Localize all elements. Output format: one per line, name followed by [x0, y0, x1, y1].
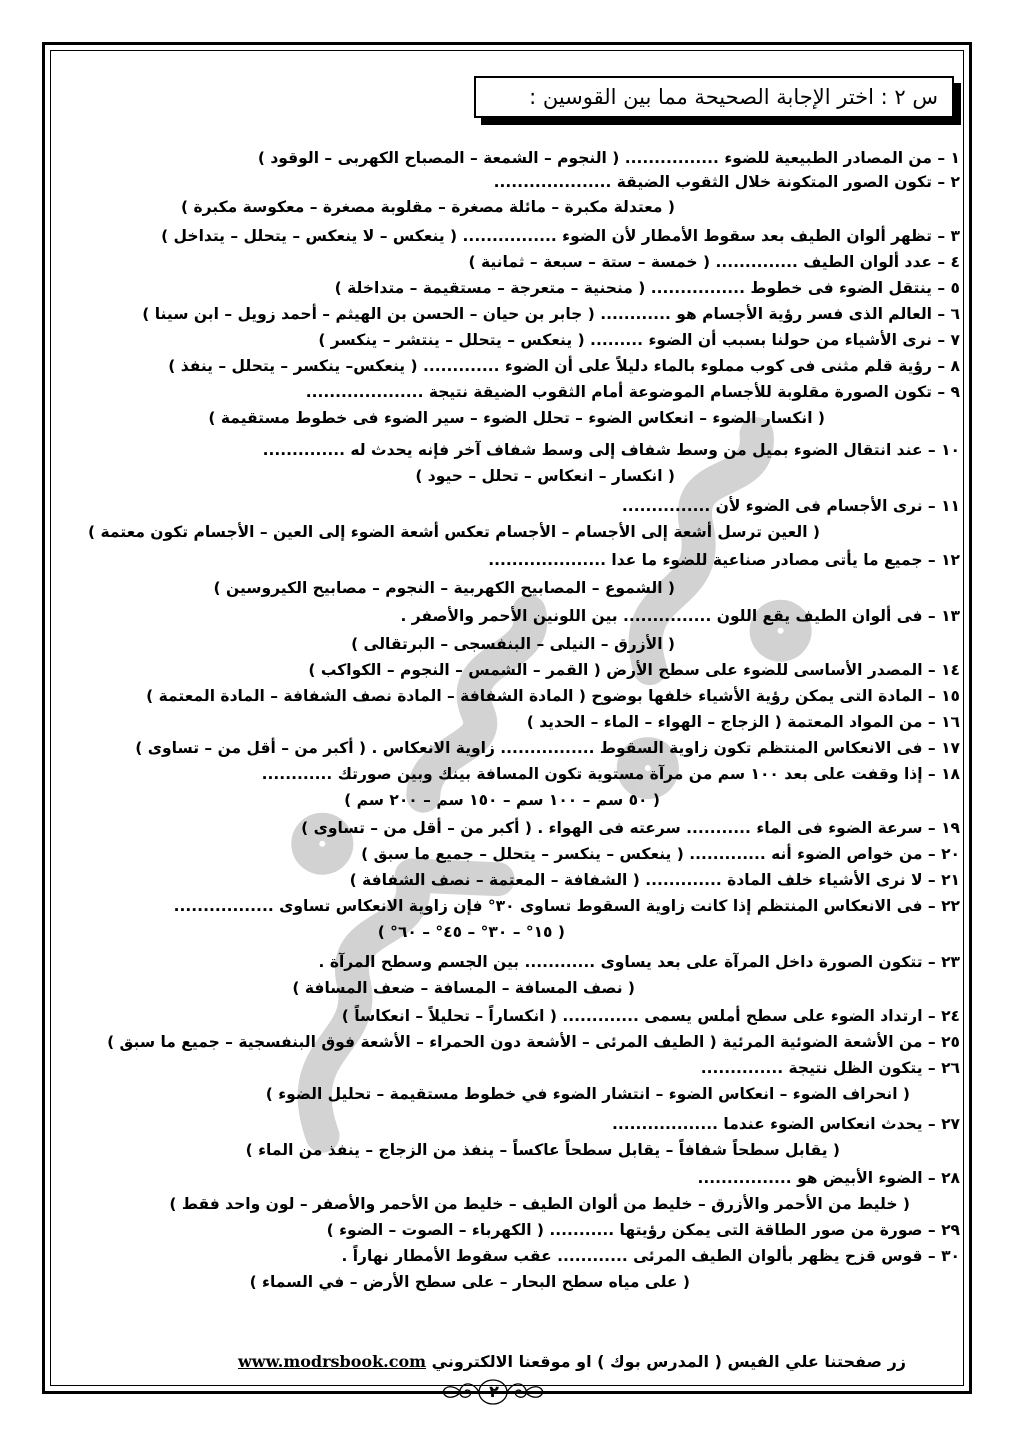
question-line: ٢٤ – ارتداد الضوء على سطح أملس يسمى ............. ( انكساراً – تحليلاً – انعكاساً )	[341, 1007, 960, 1025]
choices-line: ( نصف المسافة – المسافة – ضعف المسافة )	[292, 979, 635, 997]
question-line: ٣ – تظهر ألوان الطيف بعد سقوط الأمطار لأن الضوء ................ ( ينعكس – لا ينعكس – يتحلل – يتداخل )	[161, 227, 960, 245]
question-title: س ٢ : اختر الإجابة الصحيحة مما بين القوسين :	[529, 85, 938, 109]
question-line: ٤ – عدد ألوان الطيف .............. ( خمسة – ستة – سبعة – ثمانية )	[468, 253, 960, 271]
watermark-text: مصطفى الشافعي	[120, 300, 128, 301]
question-line: ١٦ – من المواد المعتمة ( الزجاج – الهواء – الماء – الحديد )	[526, 713, 960, 731]
choices-line: ( يقابل سطحاً شفافاً – يقابل سطحاً عاكساً – ينفذ من الزجاج – ينفذ من الماء )	[245, 1141, 840, 1159]
question-line: ٧ – نرى الأشياء من حولنا بسبب أن الضوء ......... ( ينعكس – يتحلل – ينتشر – ينكسر )	[318, 331, 960, 349]
question-line: ٢٨ – الضوء الأبيض هو ................	[697, 1169, 960, 1187]
question-line: ١٥ – المادة التى يمكن رؤية الأشياء خلفها بوضوح ( المادة الشفافة – المادة نصف الشفافة – المادة المعتمة )	[146, 687, 960, 705]
choices-line: ( على مياه سطح البحار – على سطح الأرض – في السماء )	[249, 1273, 690, 1291]
choices-line: ( انحراف الضوء – انعكاس الضوء – انتشار الضوء في خطوط مستقيمة – تحليل الضوء )	[265, 1085, 910, 1103]
choices-line: ( الأزرق – النيلى – البنفسجى – البرتقالى )	[351, 635, 675, 653]
question-line: ٣٠ – قوس قزح يظهر بألوان الطيف المرئى ............ عقب سقوط الأمطار نهاراً .	[341, 1247, 960, 1265]
choices-line: ( انكسار الضوء – انعكاس الضوء – تحلل الضوء – سير الضوء فى خطوط مستقيمة )	[208, 409, 825, 427]
question-line: ١٤ – المصدر الأساسى للضوء على سطح الأرض ( القمر – الشمس – النجوم – الكواكب )	[308, 661, 960, 679]
question-line: ٢٠ – من خواص الضوء أنه ............. ( ينعكس – ينكسر – يتحلل – جميع ما سبق )	[361, 845, 960, 863]
question-header	[474, 76, 954, 118]
choices-line: ( العين ترسل أشعة إلى الأجسام – الأجسام تعكس أشعة الضوء إلى العين – الأجسام تكون معتمة )	[87, 523, 820, 541]
question-line: ٢٧ – يحدث انعكاس الضوء عندما ..................	[612, 1115, 960, 1133]
question-line: ٩ – تكون الصورة مقلوبة للأجسام الموضوعة أمام الثقوب الضيقة نتيجة ....................	[305, 383, 960, 401]
question-line: ٢ – تكون الصور المتكونة خلال الثقوب الضيقة ....................	[493, 173, 960, 191]
page-number: ٢	[489, 1382, 499, 1401]
question-line: ٢٦ – يتكون الظل نتيجة ..............	[700, 1059, 960, 1077]
question-line: ١١ – نرى الأجسام فى الضوء لأن ...............	[621, 497, 960, 515]
question-line: ١٩ – سرعة الضوء فى الماء ........... سرعته فى الهواء . ( أكبر من – أقل من – تساوى )	[301, 819, 960, 837]
question-line: ١٢ – جميع ما يأتى مصادر صناعية للضوء ما عدا ....................	[488, 551, 960, 569]
question-line: ٢٢ – فى الانعكاس المنتظم إذا كانت زاوية السقوط تساوى ٣٠° فإن زاوية الانعكاس تساوى .................	[173, 897, 960, 915]
question-line: ١٠ – عند انتقال الضوء بميل من وسط شفاف إلى وسط شفاف آخر فإنه يحدث له ..............	[262, 441, 960, 459]
question-line: ٢٩ – صورة من صور الطاقة التى يمكن رؤيتها ........... ( الكهرباء – الصوت – الضوء )	[326, 1221, 960, 1239]
website-link[interactable]: www.modrsbook.com	[238, 1352, 427, 1371]
choices-line: ( خليط من الأحمر والأزرق – خليط من ألوان الطيف – خليط من الأحمر والأصفر – لون واحد فقط )	[169, 1195, 910, 1213]
question-line: ٥ – ينتقل الضوء فى خطوط ................ ( منحنية – متعرجة – مستقيمة – متداخلة )	[334, 279, 960, 297]
footer	[238, 1352, 906, 1371]
question-line: ١٨ – إذا وقفت على بعد ١٠٠ سم من مرآة مستوية تكون المسافة بينك وبين صورتك ............	[261, 765, 960, 783]
choices-line: ( معتدلة مكبرة – مائلة مصغرة – مقلوبة مصغرة – معكوسة مكبرة )	[180, 198, 675, 216]
question-line: ٢٥ – من الأشعة الضوئية المرئية ( الطيف المرئى – الأشعة دون الحمراء – الأشعة فوق البنفسجية – جميع ما سبق )	[107, 1033, 960, 1051]
question-line: ٦ – العالم الذى فسر رؤية الأجسام هو ............ ( جابر بن حيان – الحسن بن الهيثم – أحمد زويل – ابن سينا )	[142, 305, 960, 323]
choices-line: ( ٥٠ سم – ١٠٠ سم – ١٥٠ سم – ٢٠٠ سم )	[344, 791, 660, 809]
question-line: ١٣ – فى ألوان الطيف يقع اللون ............... بين اللونين الأحمر والأصفر .	[400, 607, 960, 625]
question-line: ٢٣ – تتكون الصورة داخل المرآة على بعد يساوى ............ بين الجسم وسطح المرآة .	[318, 953, 960, 971]
choices-line: ( ١٥° – ٣٠° – ٤٥° – ٦٠° )	[377, 923, 565, 941]
question-line: ١ – من المصادر الطبيعية للضوء ................ ( النجوم – الشمعة – المصباح الكهربى – الوقود )	[257, 149, 960, 167]
question-line: ٢١ – لا نرى الأشياء خلف المادة ............. ( الشفافة – المعتمة – نصف الشفافة )	[349, 871, 960, 889]
question-line: ٨ – رؤية قلم مثنى فى كوب مملوء بالماء دليلاً على أن الضوء ............. ( ينعكس– ينكسر – يتحلل – ينفذ )	[168, 357, 960, 375]
choices-line: ( الشموع – المصابيح الكهربية – النجوم – مصابيح الكيروسين )	[213, 579, 675, 597]
choices-line: ( انكسار – انعكاس – تحلل – حيود )	[415, 467, 675, 485]
question-line: ١٧ – فى الانعكاس المنتظم تكون زاوية السقوط ................ زاوية الانعكاس . ( أكبر من – أقل من – تساوى )	[135, 739, 960, 757]
footer-text: زر صفحتنا علي الفيس ( المدرس بوك ) او موقعنا الالكتروني	[431, 1352, 906, 1371]
